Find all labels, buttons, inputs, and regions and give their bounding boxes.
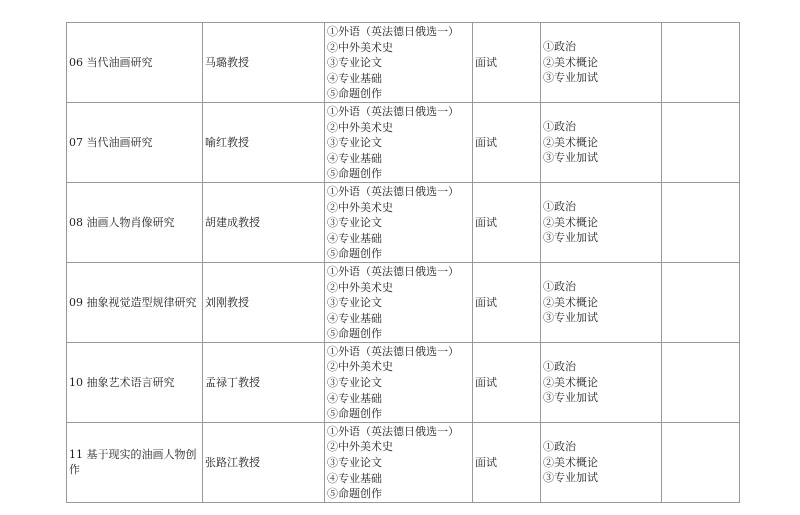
- remarks-cell: [662, 262, 740, 342]
- table-row: [67, 342, 740, 422]
- exam-subjects-cell: [325, 422, 473, 502]
- research-direction-cell: 11 基于现实的油画人物创作: [67, 422, 203, 502]
- remarks-cell: [662, 342, 740, 422]
- exam-subject-item: ⑤命题创作: [327, 167, 382, 181]
- exam-subject-item: ⑤命题创作: [327, 407, 382, 421]
- retest-subject-item: ③专业加试: [543, 391, 598, 405]
- exam-subjects-cell: [325, 342, 473, 422]
- retest-subject-item: ①政治: [543, 280, 576, 293]
- table-row: [67, 23, 740, 103]
- supervisor-cell: 孟禄丁教授: [203, 342, 325, 422]
- retest-subject-item: ②美术概论: [543, 135, 598, 149]
- research-direction-cell: 09 抽象视觉造型规律研究: [67, 262, 203, 342]
- exam-subject-item: ⑤命题创作: [327, 487, 382, 501]
- retest-method-cell: 面试: [473, 422, 541, 502]
- exam-subjects-cell: [325, 23, 473, 103]
- retest-subject-item: ①政治: [543, 439, 576, 453]
- remarks-cell: [662, 102, 740, 182]
- retest-subject-item: ②美术概论: [543, 455, 598, 469]
- retest-subjects-cell: [541, 422, 662, 502]
- exam-subject-item: ④专业基础: [327, 471, 382, 485]
- retest-subject-item: ②美术概论: [543, 375, 598, 389]
- exam-subject-item: ①外语（英法德日俄选一）: [327, 424, 459, 438]
- admissions-table: [66, 22, 740, 503]
- research-direction-cell: 10 抽象艺术语言研究: [67, 342, 203, 422]
- exam-subject-item: ④专业基础: [327, 71, 382, 85]
- exam-subject-item: ④专业基础: [327, 391, 382, 405]
- supervisor-cell: 喻红教授: [203, 102, 325, 182]
- retest-subjects-cell: [541, 342, 662, 422]
- exam-subject-item: ②中外美术史: [327, 280, 393, 294]
- exam-subject-item: ③专业论文: [327, 56, 382, 70]
- exam-subject-item: ②中外美术史: [327, 200, 393, 214]
- retest-subject-item: ①政治: [543, 200, 576, 214]
- remarks-cell: [662, 422, 740, 502]
- retest-subject-item: ③专业加试: [543, 151, 598, 165]
- retest-method-cell: 面试: [473, 342, 541, 422]
- exam-subject-item: ②中外美术史: [327, 360, 393, 374]
- research-direction-cell: 06 当代油画研究: [67, 23, 203, 103]
- table-body: [67, 23, 740, 503]
- exam-subject-item: ①外语（英法德日俄选一）: [327, 25, 459, 38]
- supervisor-cell: 马璐教授: [203, 23, 325, 103]
- remarks-cell: [662, 23, 740, 103]
- retest-method-cell: 面试: [473, 182, 541, 262]
- retest-subject-item: ①政治: [543, 120, 576, 134]
- table-row: [67, 422, 740, 502]
- retest-subjects-cell: [541, 23, 662, 103]
- exam-subject-item: ①外语（英法德日俄选一）: [327, 184, 459, 198]
- exam-subject-item: ①外语（英法德日俄选一）: [327, 264, 459, 278]
- exam-subject-item: ④专业基础: [327, 151, 382, 165]
- supervisor-cell: 胡建成教授: [203, 182, 325, 262]
- exam-subject-item: ①外语（英法德日俄选一）: [327, 104, 459, 118]
- exam-subject-item: ③专业论文: [327, 136, 382, 150]
- retest-subject-item: ③专业加试: [543, 71, 598, 85]
- exam-subject-item: ③专业论文: [327, 296, 382, 310]
- research-direction-cell: 07 当代油画研究: [67, 102, 203, 182]
- retest-subject-item: ①政治: [543, 359, 576, 373]
- retest-subjects-cell: [541, 182, 662, 262]
- exam-subjects-cell: [325, 182, 473, 262]
- exam-subjects-cell: [325, 102, 473, 182]
- table-row: [67, 182, 740, 262]
- retest-method-cell: 面试: [473, 102, 541, 182]
- supervisor-cell: 刘刚教授: [203, 262, 325, 342]
- retest-subject-item: ③专业加试: [543, 231, 598, 245]
- admissions-table-page: [66, 22, 739, 503]
- exam-subject-item: ③专业论文: [327, 216, 382, 230]
- retest-subject-item: ②美术概论: [543, 215, 598, 229]
- exam-subject-item: ③专业论文: [327, 456, 382, 470]
- exam-subject-item: ⑤命题创作: [327, 327, 382, 341]
- retest-subject-item: ③专业加试: [543, 471, 598, 485]
- exam-subject-item: ②中外美术史: [327, 40, 393, 54]
- exam-subjects-cell: [325, 262, 473, 342]
- retest-subjects-cell: [541, 262, 662, 342]
- exam-subject-item: ④专业基础: [327, 231, 382, 245]
- exam-subject-item: ①外语（英法德日俄选一）: [327, 344, 459, 358]
- exam-subject-item: ⑤命题创作: [327, 87, 382, 101]
- supervisor-cell: 张路江教授: [203, 422, 325, 502]
- exam-subject-item: ④专业基础: [327, 311, 382, 325]
- retest-subject-item: ③专业加试: [543, 311, 598, 325]
- retest-subjects-cell: [541, 102, 662, 182]
- retest-subject-item: ②美术概论: [543, 295, 598, 309]
- retest-subject-item: ①政治: [543, 40, 576, 54]
- research-direction-cell: 08 油画人物肖像研究: [67, 182, 203, 262]
- exam-subject-item: ⑤命题创作: [327, 247, 382, 261]
- retest-subject-item: ②美术概论: [543, 55, 598, 69]
- remarks-cell: [662, 182, 740, 262]
- exam-subject-item: ②中外美术史: [327, 120, 393, 134]
- table-row: [67, 102, 740, 182]
- exam-subject-item: ②中外美术史: [327, 440, 393, 454]
- exam-subject-item: ③专业论文: [327, 376, 382, 390]
- table-row: [67, 262, 740, 342]
- retest-method-cell: 面试: [473, 23, 541, 103]
- retest-method-cell: 面试: [473, 262, 541, 342]
